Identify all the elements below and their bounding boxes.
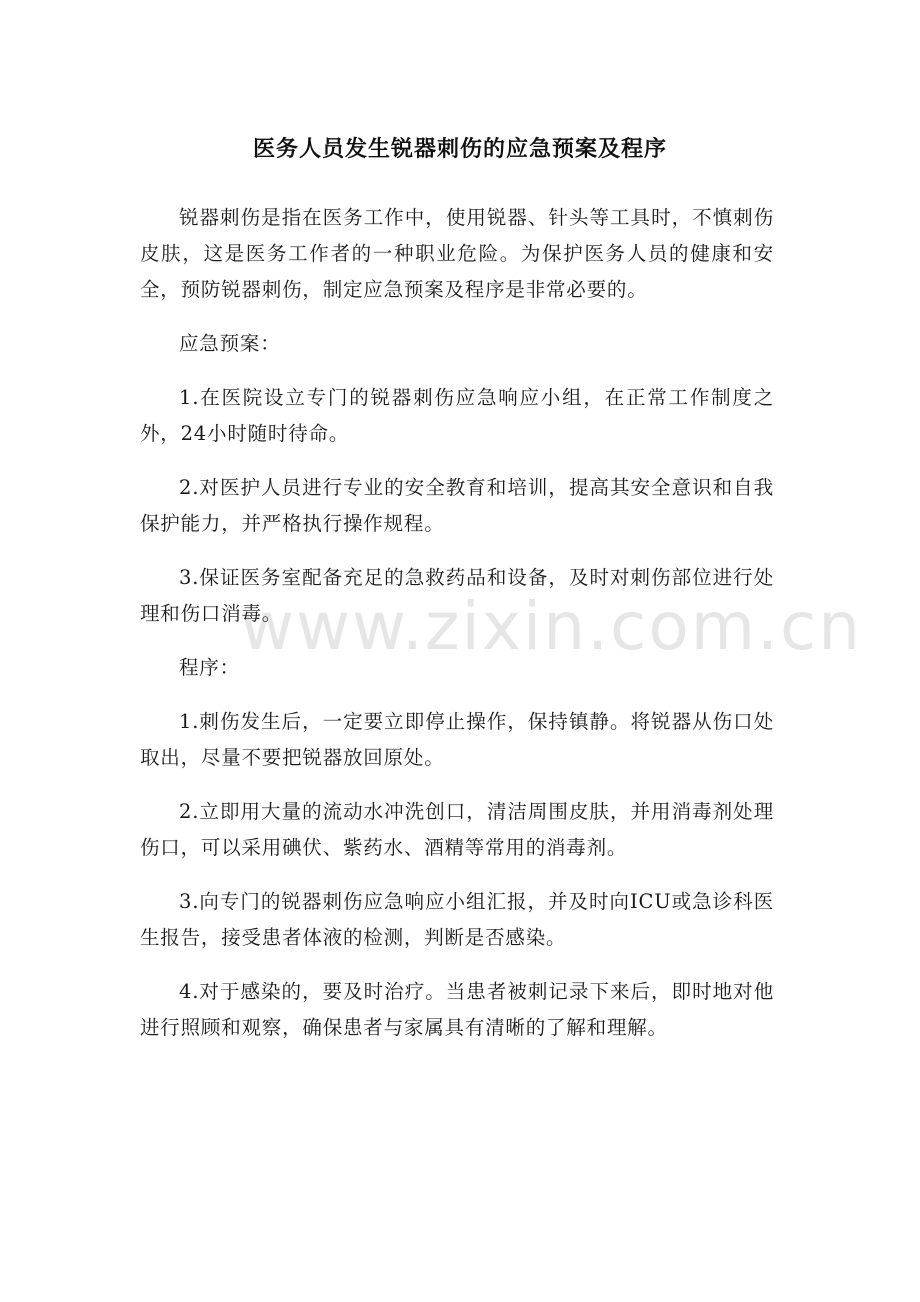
- procedure-item: 4.对于感染的，要及时治疗。当患者被刺记录下来后，即时地对他进行照顾和观察，确保患者与家属具有清晰的了解和理解。: [140, 980, 774, 1039]
- document-body: [140, 200, 774, 1064]
- plan-heading: 应急预案：: [179, 332, 281, 355]
- procedure-item: 3.向专门的锐器刺伤应急响应小组汇报，并及时向ICU或急诊科医生报告，接受患者体液的检测，判断是否感染。: [140, 890, 774, 949]
- plan-item: 1.在医院设立专门的锐器刺伤应急响应小组，在正常工作制度之外，24小时随时待命。: [140, 386, 774, 445]
- intro-paragraph: 锐器刺伤是指在医务工作中，使用锐器、针头等工具时，不慎刺伤皮肤，这是医务工作者的一种职业危险。为保护医务人员的健康和安全，预防锐器刺伤，制定应急预案及程序是非常必要的。: [140, 206, 774, 301]
- procedure-item: 1.刺伤发生后，一定要立即停止操作，保持镇静。将锐器从伤口处取出，尽量不要把锐器放回原处。: [140, 710, 774, 769]
- procedure-heading: 程序：: [179, 656, 240, 679]
- page-title: 医务人员发生锐器刺伤的应急预案及程序: [252, 137, 667, 162]
- procedure-item: 2.立即用大量的流动水冲洗创口，清洁周围皮肤，并用消毒剂处理伤口，可以采用碘伏、紫药水、酒精等常用的消毒剂。: [140, 800, 774, 859]
- plan-item: 3.保证医务室配备充足的急救药品和设备，及时对刺伤部位进行处理和伤口消毒。: [140, 566, 774, 625]
- watermark: www.zixin.com.cn: [240, 588, 863, 665]
- plan-item: 2.对医护人员进行专业的安全教育和培训，提高其安全意识和自我保护能力，并严格执行操作规程。: [140, 476, 774, 535]
